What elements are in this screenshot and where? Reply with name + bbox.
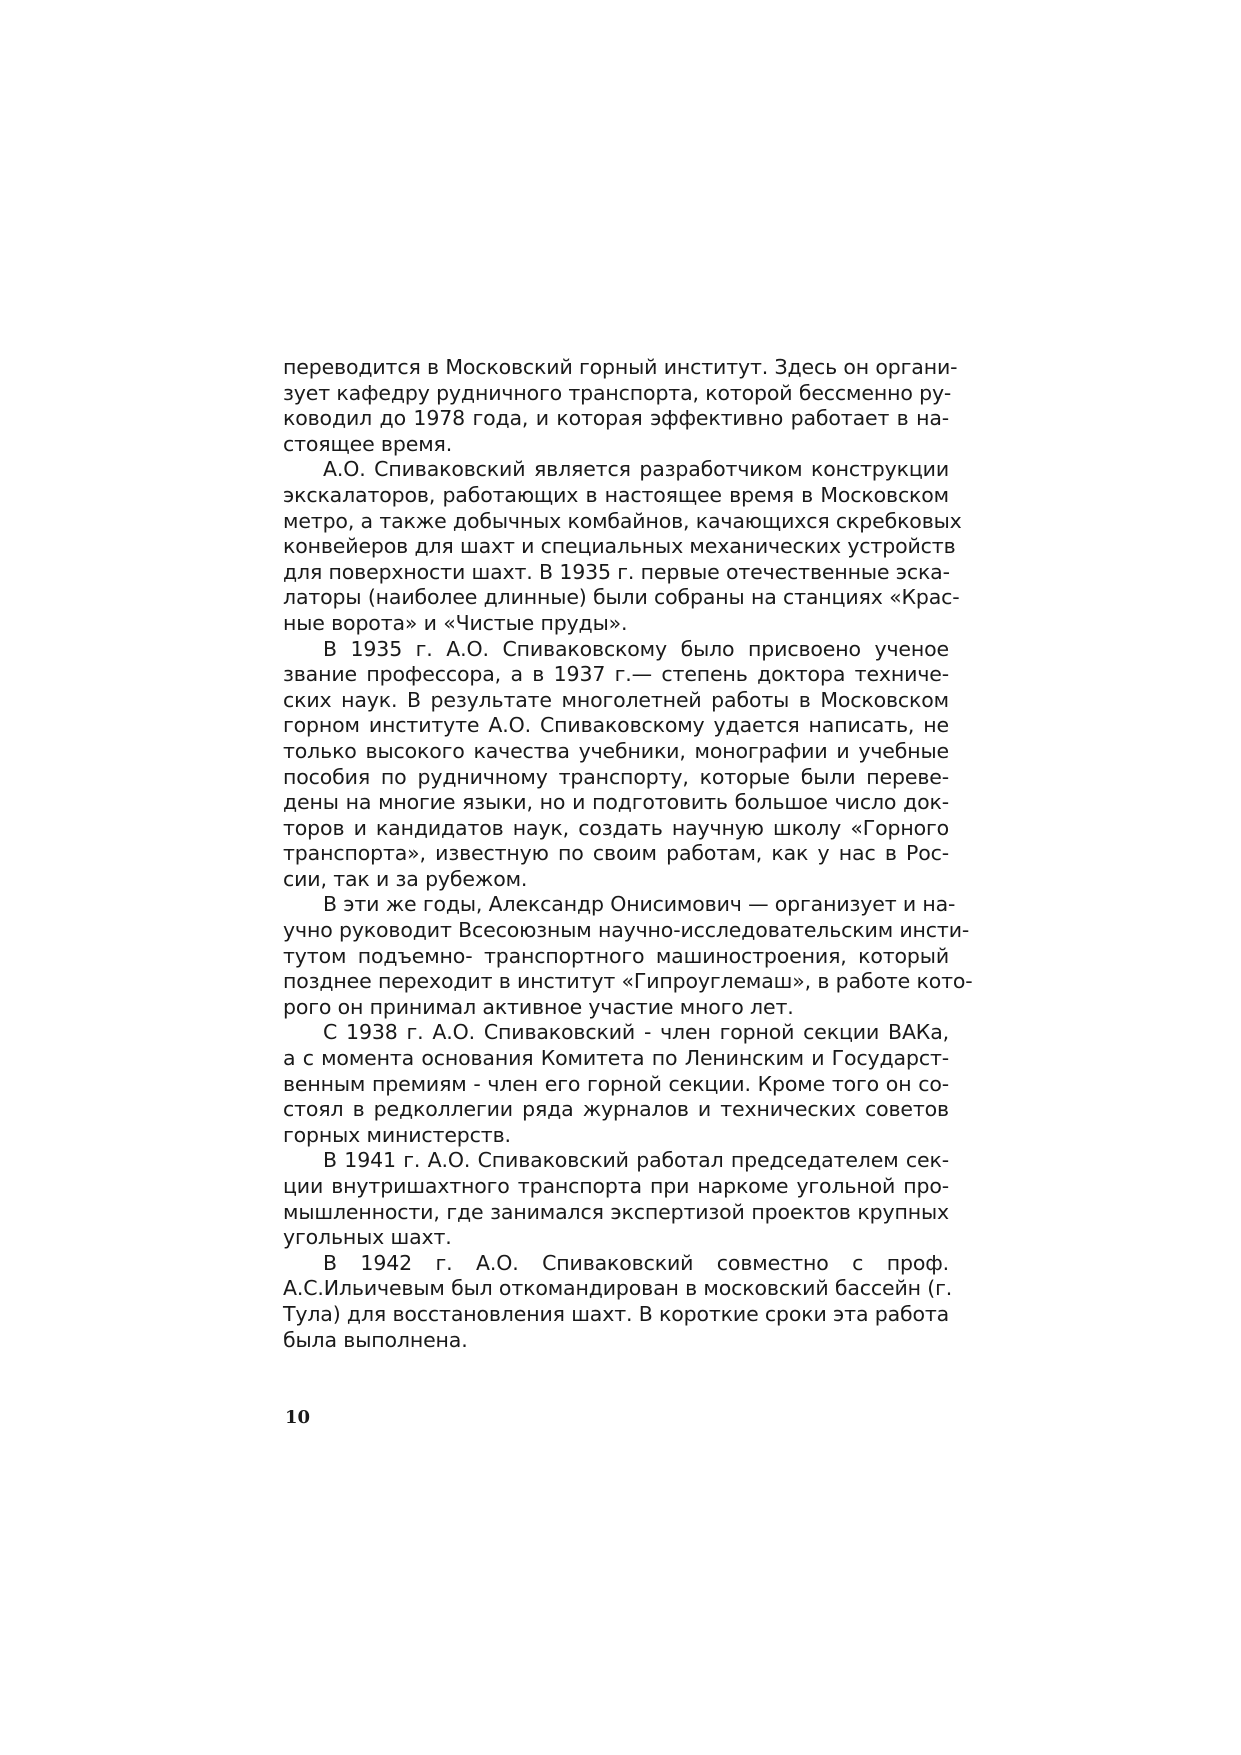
paragraph: [283, 1020, 949, 1148]
text-line: угольных шахт.: [283, 1225, 452, 1250]
text-line: стоящее время.: [283, 431, 453, 456]
text-line: торов и кандидатов наук, создать научную школу «Горного: [283, 815, 949, 840]
text-line: метро, а также добычных комбайнов, качающихся скребковых: [283, 508, 962, 533]
text-line: пособия по рудничному транспорту, которые были переве-: [283, 764, 949, 789]
page-number: 10: [285, 1407, 311, 1428]
text-line: С 1938 г. А.О. Спиваковский - член горной секции ВАКа,: [323, 1020, 949, 1045]
text-line: В 1935 г. А.О. Спиваковскому было присвоено ученое: [323, 636, 949, 661]
text-line: конвейеров для шахт и специальных механических устройств: [283, 534, 956, 559]
text-line: тутом подъемно- транспортного машиностроения, который: [283, 943, 949, 968]
text-line: для поверхности шахт. В 1935 г. первые отечественные эска-: [283, 559, 950, 584]
text-line: В 1941 г. А.О. Спиваковский работал председателем сек-: [323, 1148, 949, 1173]
text-line: экскалаторов, работающих в настоящее время в Московском: [283, 482, 949, 507]
text-line: А.О. Спиваковский является разработчиком конструкции: [323, 457, 949, 482]
paragraph: [283, 1250, 953, 1353]
paragraph: [283, 1148, 949, 1250]
text-line: рого он принимал активное участие много лет.: [283, 994, 794, 1019]
text-line: В 1942 г. А.О. Спиваковский совместно с проф.: [323, 1250, 949, 1275]
paragraph: [283, 637, 949, 893]
text-line: мышленности, где занимался экспертизой проектов крупных: [283, 1199, 949, 1224]
text-line: сии, так и за рубежом.: [283, 866, 528, 891]
text-line: только высокого качества учебники, монографии и учебные: [283, 738, 949, 763]
text-line: ководил до 1978 года, и которая эффективно работает в на-: [283, 406, 949, 431]
text-line: переводится в Московский горный институт. Здесь он органи-: [283, 355, 958, 379]
paragraph: [283, 355, 958, 457]
text-line: позднее переходит в институт «Гипроуглемаш», в работе кото-: [283, 969, 973, 994]
text-line: горных министерств.: [283, 1122, 511, 1147]
text-line: А.С.Ильичевым был откомандирован в московский бассейн (г.: [283, 1276, 953, 1301]
text-line: ции внутришахтного транспорта при наркоме угольной про-: [283, 1174, 949, 1198]
text-line: В эти же годы, Александр Онисимович — организует и на-: [323, 892, 956, 917]
text-line: дены на многие языки, но и подготовить большое число док-: [283, 790, 949, 815]
text-line: учно руководит Всесоюзным научно-исследовательским инсти-: [283, 918, 970, 943]
text-line: была выполнена.: [283, 1327, 468, 1352]
paragraph: [283, 892, 973, 1020]
text-line: транспорта», известную по своим работам, как у нас в Рос-: [283, 841, 949, 866]
text-line: звание профессора, а в 1937 г.— степень доктора техниче-: [283, 662, 949, 687]
text-line: латоры (наиболее длинные) были собраны на станциях «Крас-: [283, 585, 960, 610]
paragraph: [283, 457, 962, 636]
text-line: стоял в редколлегии ряда журналов и технических советов: [283, 1097, 949, 1122]
text-line: горном институте А.О. Спиваковскому удается написать, не: [283, 713, 949, 738]
text-line: ских наук. В результате многолетней работы в Московском: [283, 687, 949, 712]
text-line: Тула) для восстановления шахт. В короткие сроки эта работа: [283, 1301, 950, 1326]
text-line: ные ворота» и «Чистые пруды».: [283, 610, 628, 635]
body-text: [283, 355, 973, 1353]
text-line: венным премиям - член его горной секции. Кроме того он со-: [283, 1071, 949, 1096]
text-line: а с момента основания Комитета по Ленинским и Государст-: [283, 1046, 949, 1071]
text-line: зует кафедру рудничного транспорта, которой бессменно ру-: [283, 380, 952, 405]
